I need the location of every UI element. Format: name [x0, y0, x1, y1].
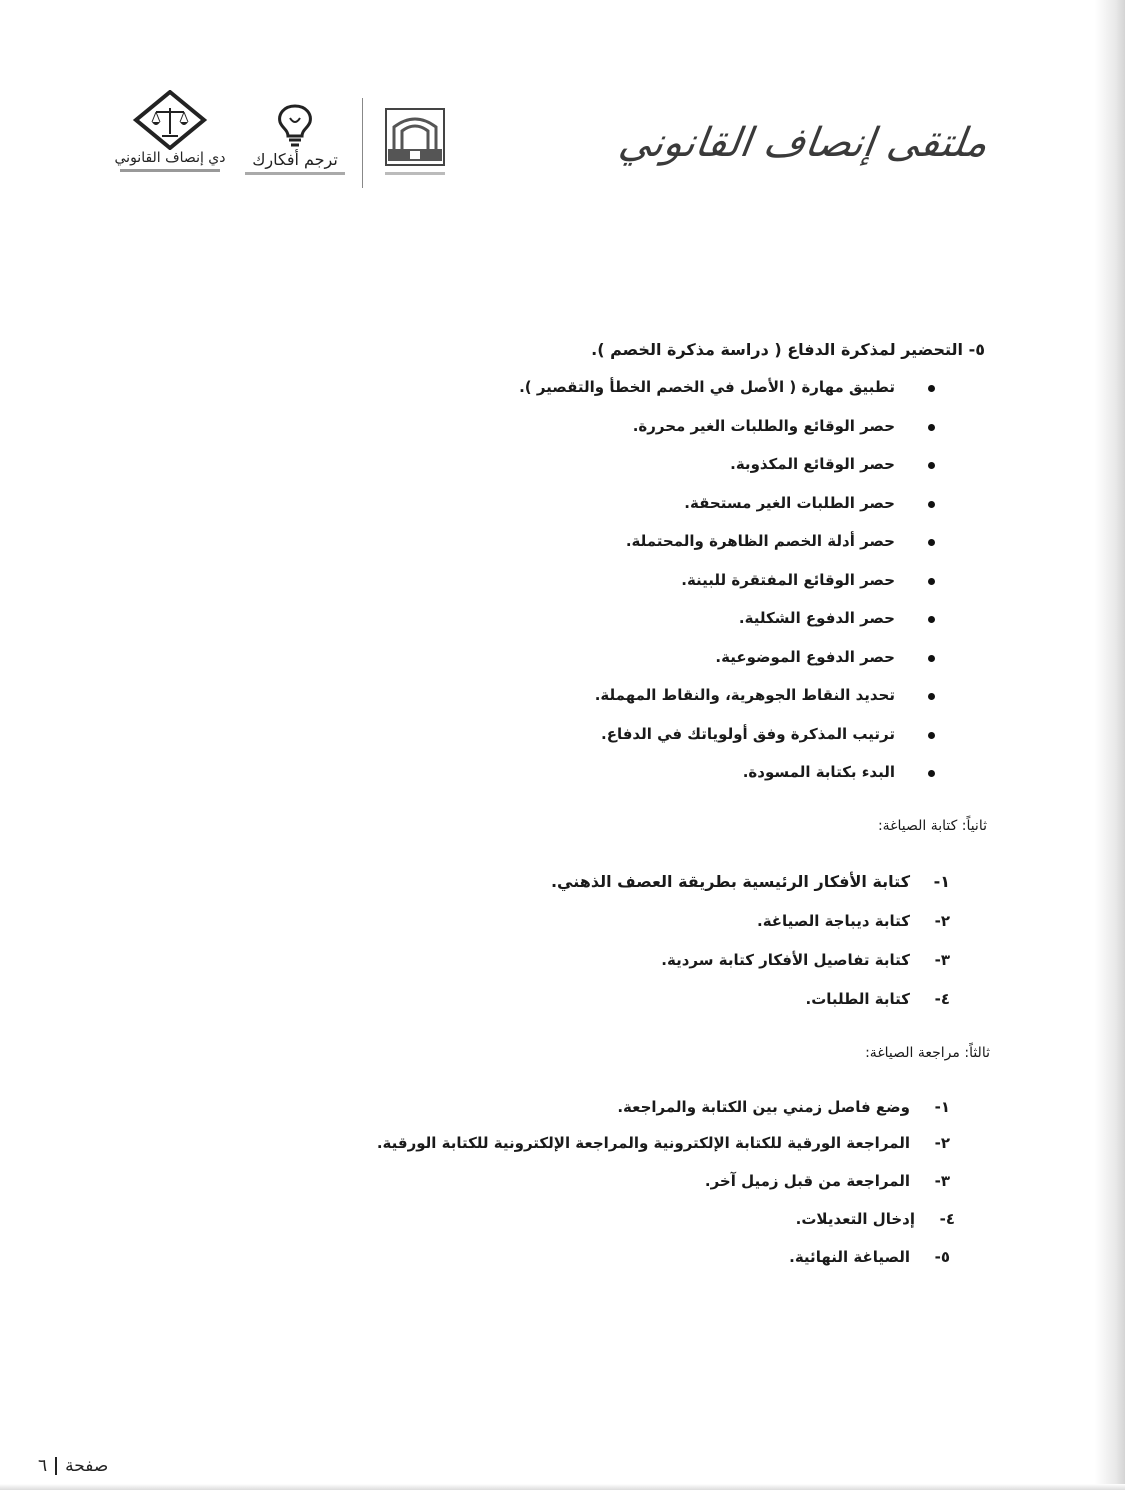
list-item: ٥- الصياغة النهائية.	[789, 1248, 950, 1266]
list-item: ٣- كتابة تفاصيل الأفكار كتابة سردية.	[661, 951, 950, 969]
logo-divider	[362, 98, 363, 188]
bullet-icon	[928, 578, 935, 585]
list-item: حصر الوقائع والطلبات الغير محررة.	[335, 411, 935, 450]
list-item: حصر الطلبات الغير مستحقة.	[335, 488, 935, 527]
list-item: ٣- المراجعة من قبل زميل آخر.	[704, 1172, 950, 1190]
list-item: ١- كتابة الأفكار الرئيسية بطريقة العصف الذهني.	[550, 872, 950, 891]
page-bottom-shadow	[0, 1484, 1125, 1490]
bullet-icon	[928, 424, 935, 431]
translate-logo-caption: ترجم أفكارك	[252, 150, 338, 169]
list-item: ترتيب المذكرة وفق أولوياتك في الدفاع.	[335, 719, 935, 758]
calligraphy-logo: ملتقى إنصاف القانوني	[615, 120, 991, 166]
justice-logo-underline	[120, 169, 220, 172]
translate-logo	[235, 100, 355, 175]
page-number: ٦	[38, 1456, 48, 1476]
header	[100, 90, 1000, 200]
bullet-icon	[928, 693, 935, 700]
page-footer	[38, 1456, 108, 1476]
bullet-icon	[928, 462, 935, 469]
bullet-icon	[928, 385, 935, 392]
list-item: تحديد النقاط الجوهرية، والنقاط المهملة.	[335, 680, 935, 719]
section-2-title: ثانياً: كتابة الصياغة:	[877, 818, 987, 834]
list-item: البدء بكتابة المسودة.	[335, 757, 935, 796]
section-3-title: ثالثاً: مراجعة الصياغة:	[865, 1045, 990, 1061]
list-item: حصر الدفوع الشكلية.	[335, 603, 935, 642]
footer-separator	[55, 1457, 57, 1475]
section-5-heading: ٥- التحضير لمذكرة الدفاع ( دراسة مذكرة الخصم ).	[591, 340, 985, 359]
page-label: صفحة	[65, 1456, 109, 1476]
list-item: تطبيق مهارة ( الأصل في الخصم الخطأ والتقصير ).	[335, 372, 935, 411]
university-logo	[370, 105, 460, 175]
university-emblem-icon	[380, 105, 450, 169]
list-item: ٢- كتابة ديباجة الصياغة.	[757, 912, 950, 930]
bullet-icon	[928, 770, 935, 777]
list-item: ٤- إدخال التعديلات.	[795, 1210, 955, 1228]
scales-icon	[130, 90, 210, 150]
bullet-icon	[928, 539, 935, 546]
list-item: ٢- المراجعة الورقية للكتابة الإلكترونية والمراجعة الإلكترونية للكتابة الورقية.	[376, 1134, 950, 1152]
justice-logo	[105, 90, 235, 172]
bullet-icon	[928, 616, 935, 623]
list-item: ٤- كتابة الطلبات.	[805, 990, 950, 1008]
list-item: حصر الدفوع الموضوعية.	[335, 642, 935, 681]
bullet-icon	[928, 655, 935, 662]
list-item: ١- وضع فاصل زمني بين الكتابة والمراجعة.	[617, 1098, 950, 1116]
page-edge-shadow	[1095, 0, 1125, 1490]
section-2-list	[551, 872, 950, 1029]
translate-logo-underline	[245, 172, 345, 175]
list-item: حصر الوقائع المفتقرة للبينة.	[335, 565, 935, 604]
lightbulb-icon	[270, 100, 320, 150]
section-5-list	[335, 372, 935, 796]
section-3-list	[376, 1098, 955, 1286]
university-logo-underline	[385, 172, 445, 175]
bullet-icon	[928, 501, 935, 508]
list-item: حصر الوقائع المكذوبة.	[335, 449, 935, 488]
list-item: حصر أدلة الخصم الظاهرة والمحتملة.	[335, 526, 935, 565]
justice-logo-caption: دي إنصاف القانوني	[114, 150, 226, 166]
bullet-icon	[928, 732, 935, 739]
